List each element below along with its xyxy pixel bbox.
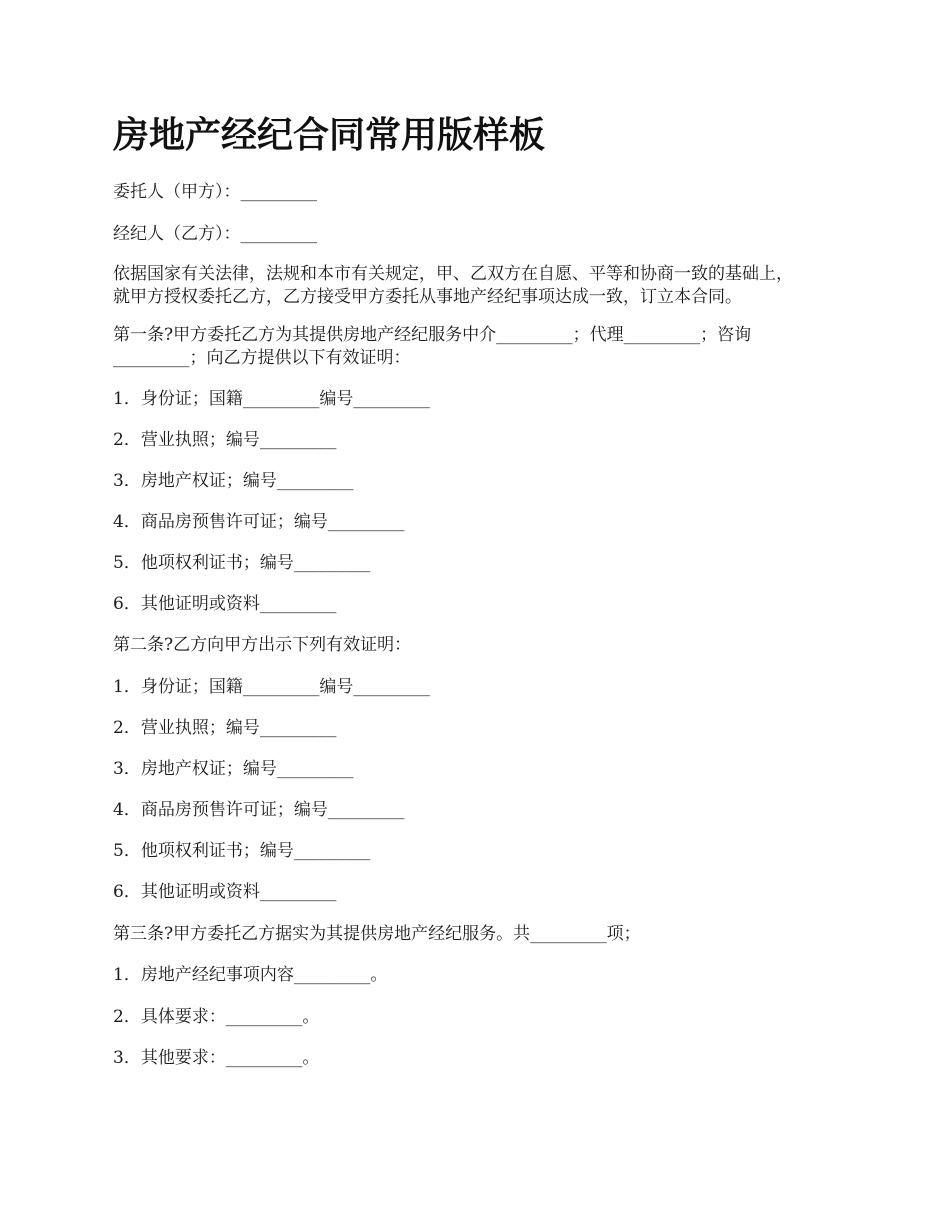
- article1-item-1: 1．身份证；国籍_________编号_________: [113, 389, 430, 409]
- article1-item-2: 2．营业执照；编号_________: [113, 430, 337, 450]
- article1-item-3: 3．房地产权证；编号_________: [113, 471, 354, 491]
- article3-item-3: 3．其他要求：_________。: [113, 1048, 320, 1068]
- article2-item-2: 2．营业执照；编号_________: [113, 718, 337, 738]
- article2-item-5: 5．他项权利证书；编号_________: [113, 841, 371, 861]
- intro-line-2: 就甲方授权委托乙方，乙方接受甲方委托从事地产经纪事项达成一致，订立本合同。: [113, 287, 742, 307]
- article2-item-6: 6．其他证明或资料_________: [113, 882, 337, 902]
- article1-line-2: _________；向乙方提供以下有效证明：: [113, 348, 411, 368]
- intro-paragraph: [113, 263, 853, 309]
- article3-heading: 第三条?甲方委托乙方据实为其提供房地产经纪服务。共_________项；: [113, 924, 641, 944]
- intro-line-1: 依据国家有关法律，法规和本市有关规定，甲、乙双方在自愿、平等和协商一致的基础上，: [113, 264, 793, 284]
- party-a-line: 委托人（甲方）：_________: [113, 182, 317, 202]
- article3-item-2: 2．具体要求：_________。: [113, 1007, 320, 1027]
- article1-line-1: 第一条?甲方委托乙方为其提供房地产经纪服务中介_________；代理_________；咨询: [113, 325, 752, 345]
- article1-item-4: 4．商品房预售许可证；编号_________: [113, 512, 405, 532]
- document-title: 房地产经纪合同常用版样板: [113, 115, 546, 156]
- article1-paragraph: [113, 324, 853, 370]
- article2-item-3: 3．房地产权证；编号_________: [113, 759, 354, 779]
- article2-item-1: 1．身份证；国籍_________编号_________: [113, 677, 430, 697]
- article3-item-1: 1．房地产经纪事项内容_________。: [113, 965, 388, 985]
- article2-item-4: 4．商品房预售许可证；编号_________: [113, 800, 405, 820]
- article2-heading: 第二条?乙方向甲方出示下列有效证明：: [113, 635, 412, 655]
- article1-item-5: 5．他项权利证书；编号_________: [113, 553, 371, 573]
- article1-item-6: 6．其他证明或资料_________: [113, 594, 337, 614]
- party-b-line: 经纪人（乙方）：_________: [113, 224, 317, 244]
